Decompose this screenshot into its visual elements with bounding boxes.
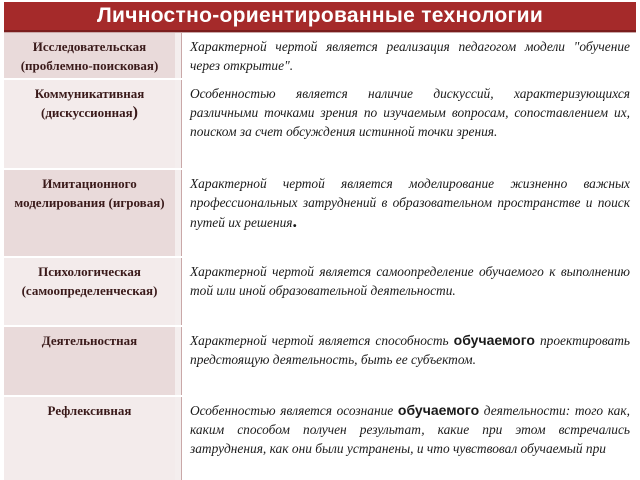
table-row — [4, 33, 636, 80]
title-bar — [4, 2, 636, 32]
table-row — [4, 397, 636, 480]
table-row — [4, 170, 636, 258]
technology-name-suffix: ) — [132, 104, 138, 121]
table-row — [4, 258, 636, 327]
technology-name-text: Коммуникативная (дискуссионная — [34, 86, 145, 120]
description-text: Характерной чертой является моделирование жизненно важных профессиональных затруднений в образовательном пространстве и поиск путей их решения — [190, 176, 630, 230]
technology-name: Имитационного моделирования (игровая) — [4, 170, 181, 256]
description-highlight: обучаемого — [397, 402, 480, 418]
technology-name: Рефлексивная — [4, 397, 181, 480]
description-end: . — [292, 211, 298, 231]
technology-description: Характерной чертой является реализация педагогом модели "обучение через открытие". — [181, 33, 636, 78]
technologies-table — [4, 32, 636, 480]
description-after: деятельности: того как, каким способом получен результат, какие при этом встречались затруднения, как они были устранены, и что чувствовал обучаемый при — [190, 403, 630, 456]
table-row — [4, 327, 636, 397]
description-after: проектировать предстоящую деятельность, быть ее субъектом. — [190, 333, 631, 367]
technology-name: Исследовательская (проблемно-поисковая) — [4, 33, 181, 78]
technology-description — [181, 170, 636, 256]
technology-description: Особенностью является наличие дискуссий, характеризующихся различными точками зрения по изучаемым вопросам, сопоставлением их, поиском за счет обсуждения истинной точки зрения. — [181, 80, 636, 168]
description-before: Характерной чертой является способность — [190, 333, 454, 348]
technology-description: Характерной чертой является самоопределение обучаемого к выполнению той или иной образовательной деятельности. — [181, 258, 636, 325]
description-before: Особенностью является осознание — [190, 403, 398, 418]
slide-title: Личностно-ориентированные технологии — [96, 4, 544, 27]
table-row — [4, 80, 636, 170]
description-highlight: обучаемого — [453, 332, 535, 348]
technology-name: Психологическая (самоопределенческая) — [4, 258, 181, 325]
technology-description — [181, 397, 636, 480]
technology-name: Деятельностная — [4, 327, 181, 395]
technology-description — [181, 327, 636, 395]
technology-name — [4, 80, 181, 168]
